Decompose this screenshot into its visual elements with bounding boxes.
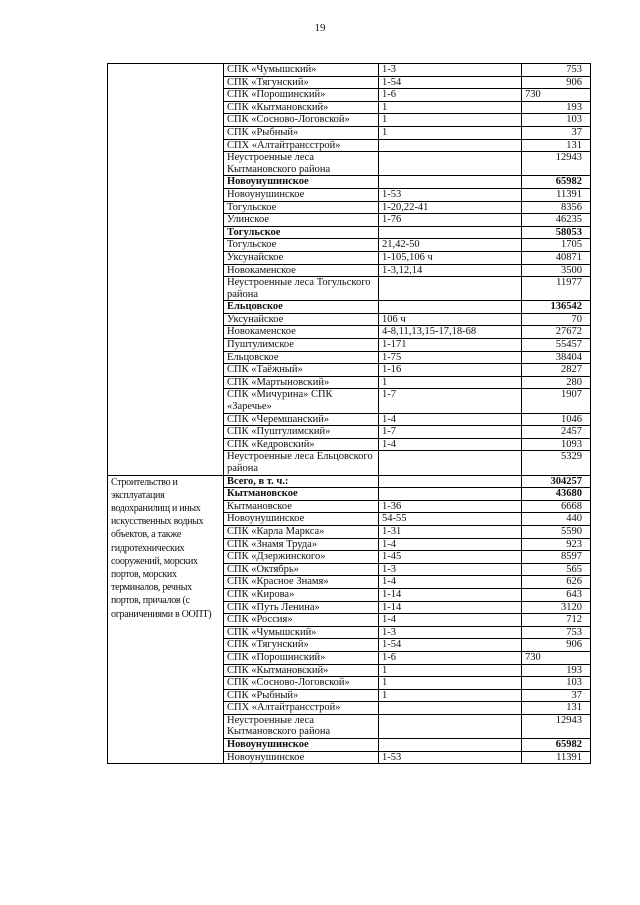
area-cell: 280 [522, 376, 591, 389]
area-cell: 5329 [522, 451, 591, 475]
kvartal-cell [379, 714, 522, 738]
forestry-name-cell: СПК «Мартыновский» [224, 376, 379, 389]
forestry-name-cell: Всего, в т. ч.: [224, 475, 379, 488]
kvartal-cell [379, 739, 522, 752]
forestry-name-cell: СПК «Карла Маркса» [224, 525, 379, 538]
kvartal-cell [379, 475, 522, 488]
forestry-name-cell: Уксунайское [224, 313, 379, 326]
table-row [108, 475, 591, 488]
kvartal-cell: 1-14 [379, 601, 522, 614]
area-cell: 12943 [522, 714, 591, 738]
forestry-name-cell: Кытмановское [224, 500, 379, 513]
forestry-name-cell: СПК «Порошинский» [224, 651, 379, 664]
area-cell: 193 [522, 101, 591, 114]
forestry-name-cell: СПК «Чумышский» [224, 626, 379, 639]
kvartal-cell: 1-14 [379, 588, 522, 601]
kvartal-cell: 1 [379, 689, 522, 702]
area-cell: 55457 [522, 339, 591, 352]
kvartal-cell: 1-6 [379, 89, 522, 102]
area-cell: 6668 [522, 500, 591, 513]
forestry-name-cell: СПК «Тягунский» [224, 639, 379, 652]
kvartal-cell: 106 ч [379, 313, 522, 326]
kvartal-cell: 1 [379, 677, 522, 690]
kvartal-cell: 1-54 [379, 76, 522, 89]
area-cell: 11391 [522, 751, 591, 764]
area-cell: 626 [522, 576, 591, 589]
forestry-name-cell: СПК «Порошинский» [224, 89, 379, 102]
kvartal-cell: 1-31 [379, 525, 522, 538]
forestry-name-cell: Неустроенные леса Кытмановского района [224, 152, 379, 176]
area-cell: 193 [522, 664, 591, 677]
forestry-name-cell: СПК «Черемшанский» [224, 413, 379, 426]
kvartal-cell [379, 451, 522, 475]
forestry-name-cell: СПК «Кедровский» [224, 438, 379, 451]
forestry-name-cell: Тогульское [224, 226, 379, 239]
forestry-name-cell: Неустроенные леса Кытмановского района [224, 714, 379, 738]
area-cell: 1705 [522, 239, 591, 252]
forestry-name-cell: СПК «Россия» [224, 614, 379, 627]
kvartal-cell [379, 139, 522, 152]
forestry-name-cell: СПХ «Алтайтрансстрой» [224, 702, 379, 715]
kvartal-cell [379, 226, 522, 239]
forestry-name-cell: Пуштулимское [224, 339, 379, 352]
area-cell: 730 [522, 651, 591, 664]
forestry-name-cell: СПХ «Алтайтрансстрой» [224, 139, 379, 152]
area-cell: 11977 [522, 277, 591, 301]
kvartal-cell: 21,42-50 [379, 239, 522, 252]
kvartal-cell: 1-3 [379, 563, 522, 576]
area-cell: 712 [522, 614, 591, 627]
purpose-cell-empty [108, 64, 224, 476]
forestry-name-cell: Тогульское [224, 239, 379, 252]
forestry-name-cell: СПК «Сосново-Логовской» [224, 114, 379, 127]
area-cell: 2457 [522, 426, 591, 439]
kvartal-cell: 1 [379, 664, 522, 677]
kvartal-cell: 1-45 [379, 551, 522, 564]
kvartal-cell: 1-3 [379, 626, 522, 639]
area-cell: 27672 [522, 326, 591, 339]
area-cell: 65982 [522, 739, 591, 752]
kvartal-cell: 1-4 [379, 576, 522, 589]
kvartal-cell: 1-16 [379, 364, 522, 377]
area-cell: 136542 [522, 301, 591, 314]
area-cell: 46235 [522, 214, 591, 227]
forestry-name-cell: Ельцовское [224, 351, 379, 364]
area-cell: 304257 [522, 475, 591, 488]
area-cell: 103 [522, 677, 591, 690]
forestry-name-cell: Неустроенные леса Ельцовского района [224, 451, 379, 475]
area-cell: 753 [522, 626, 591, 639]
forestry-name-cell: СПК «Путь Ленина» [224, 601, 379, 614]
forestry-name-cell: Тогульское [224, 201, 379, 214]
forestry-name-cell: Уксунайское [224, 251, 379, 264]
forestry-name-cell: Ельцовское [224, 301, 379, 314]
kvartal-cell: 1-7 [379, 426, 522, 439]
area-cell: 11391 [522, 188, 591, 201]
forestry-name-cell: СПК «Кирова» [224, 588, 379, 601]
kvartal-cell: 1 [379, 101, 522, 114]
kvartal-cell: 1 [379, 376, 522, 389]
kvartal-cell [379, 702, 522, 715]
area-cell: 3120 [522, 601, 591, 614]
forestry-name-cell: Новоунушинское [224, 739, 379, 752]
forestry-name-cell: СПК «Кытмановский» [224, 664, 379, 677]
kvartal-cell: 1-76 [379, 214, 522, 227]
kvartal-cell: 54-55 [379, 513, 522, 526]
area-cell: 923 [522, 538, 591, 551]
kvartal-cell: 1-53 [379, 188, 522, 201]
kvartal-cell [379, 488, 522, 501]
purpose-cell: Строительство и эксплуатация водохранилищ и иных искусственных водных объектов, а также гидротехнических сооружений, морских портов, морских терминалов, речных портов, причалов (с ограничениями в ООПТ) [108, 475, 224, 764]
area-cell: 565 [522, 563, 591, 576]
area-cell: 43680 [522, 488, 591, 501]
kvartal-cell: 1-3 [379, 64, 522, 77]
kvartal-cell [379, 152, 522, 176]
kvartal-cell: 1 [379, 126, 522, 139]
area-cell: 753 [522, 64, 591, 77]
forestry-name-cell: СПК «Мичурина» СПК «Заречье» [224, 389, 379, 413]
area-cell: 440 [522, 513, 591, 526]
kvartal-cell: 1-105,106 ч [379, 251, 522, 264]
kvartal-cell: 1-171 [379, 339, 522, 352]
table-row [108, 64, 591, 77]
forestry-name-cell: Новоунушинское [224, 513, 379, 526]
area-cell: 8597 [522, 551, 591, 564]
forestry-name-cell: Неустроенные леса Тогульского района [224, 277, 379, 301]
area-cell: 58053 [522, 226, 591, 239]
kvartal-cell [379, 301, 522, 314]
kvartal-cell: 1-53 [379, 751, 522, 764]
forestry-name-cell: Новоунушинское [224, 188, 379, 201]
forestry-name-cell: СПК «Знамя Труда» [224, 538, 379, 551]
area-cell: 103 [522, 114, 591, 127]
forestry-name-cell: Новокаменское [224, 326, 379, 339]
area-cell: 730 [522, 89, 591, 102]
area-cell: 1046 [522, 413, 591, 426]
forestry-name-cell: СПК «Октябрь» [224, 563, 379, 576]
kvartal-cell: 1-54 [379, 639, 522, 652]
area-cell: 40871 [522, 251, 591, 264]
area-cell: 65982 [522, 176, 591, 189]
area-cell: 5590 [522, 525, 591, 538]
kvartal-cell: 1-6 [379, 651, 522, 664]
area-cell: 37 [522, 126, 591, 139]
kvartal-cell [379, 277, 522, 301]
forestry-name-cell: СПК «Кытмановский» [224, 101, 379, 114]
area-cell: 1093 [522, 438, 591, 451]
forestry-name-cell: Новоунушинское [224, 176, 379, 189]
forestry-name-cell: СПК «Дзержинского» [224, 551, 379, 564]
kvartal-cell: 1-4 [379, 538, 522, 551]
kvartal-cell: 1-75 [379, 351, 522, 364]
area-cell: 3500 [522, 264, 591, 277]
forestry-table [107, 63, 591, 764]
kvartal-cell: 1-4 [379, 614, 522, 627]
forestry-name-cell: СПК «Чумышский» [224, 64, 379, 77]
page-number: 19 [314, 22, 326, 34]
kvartal-cell [379, 176, 522, 189]
forestry-name-cell: СПК «Пуштулимский» [224, 426, 379, 439]
kvartal-cell: 1-20,22-41 [379, 201, 522, 214]
forestry-name-cell: СПК «Рыбный» [224, 126, 379, 139]
kvartal-cell: 1-7 [379, 389, 522, 413]
forestry-name-cell: СПК «Тягунский» [224, 76, 379, 89]
kvartal-cell: 1-3,12,14 [379, 264, 522, 277]
area-cell: 643 [522, 588, 591, 601]
kvartal-cell: 4-8,11,13,15-17,18-68 [379, 326, 522, 339]
forestry-name-cell: СПК «Сосново-Логовской» [224, 677, 379, 690]
area-cell: 1907 [522, 389, 591, 413]
forestry-name-cell: СПК «Рыбный» [224, 689, 379, 702]
area-cell: 8356 [522, 201, 591, 214]
area-cell: 37 [522, 689, 591, 702]
forestry-name-cell: Новокаменское [224, 264, 379, 277]
area-cell: 12943 [522, 152, 591, 176]
forestry-name-cell: СПК «Таёжный» [224, 364, 379, 377]
area-cell: 38404 [522, 351, 591, 364]
kvartal-cell: 1-4 [379, 413, 522, 426]
area-cell: 70 [522, 313, 591, 326]
forestry-name-cell: Новоунушинское [224, 751, 379, 764]
area-cell: 906 [522, 76, 591, 89]
forestry-name-cell: СПК «Красное Знамя» [224, 576, 379, 589]
forestry-name-cell: Кытмановское [224, 488, 379, 501]
kvartal-cell: 1-36 [379, 500, 522, 513]
area-cell: 131 [522, 702, 591, 715]
area-cell: 2827 [522, 364, 591, 377]
area-cell: 906 [522, 639, 591, 652]
kvartal-cell: 1-4 [379, 438, 522, 451]
area-cell: 131 [522, 139, 591, 152]
forestry-name-cell: Улинское [224, 214, 379, 227]
kvartal-cell: 1 [379, 114, 522, 127]
